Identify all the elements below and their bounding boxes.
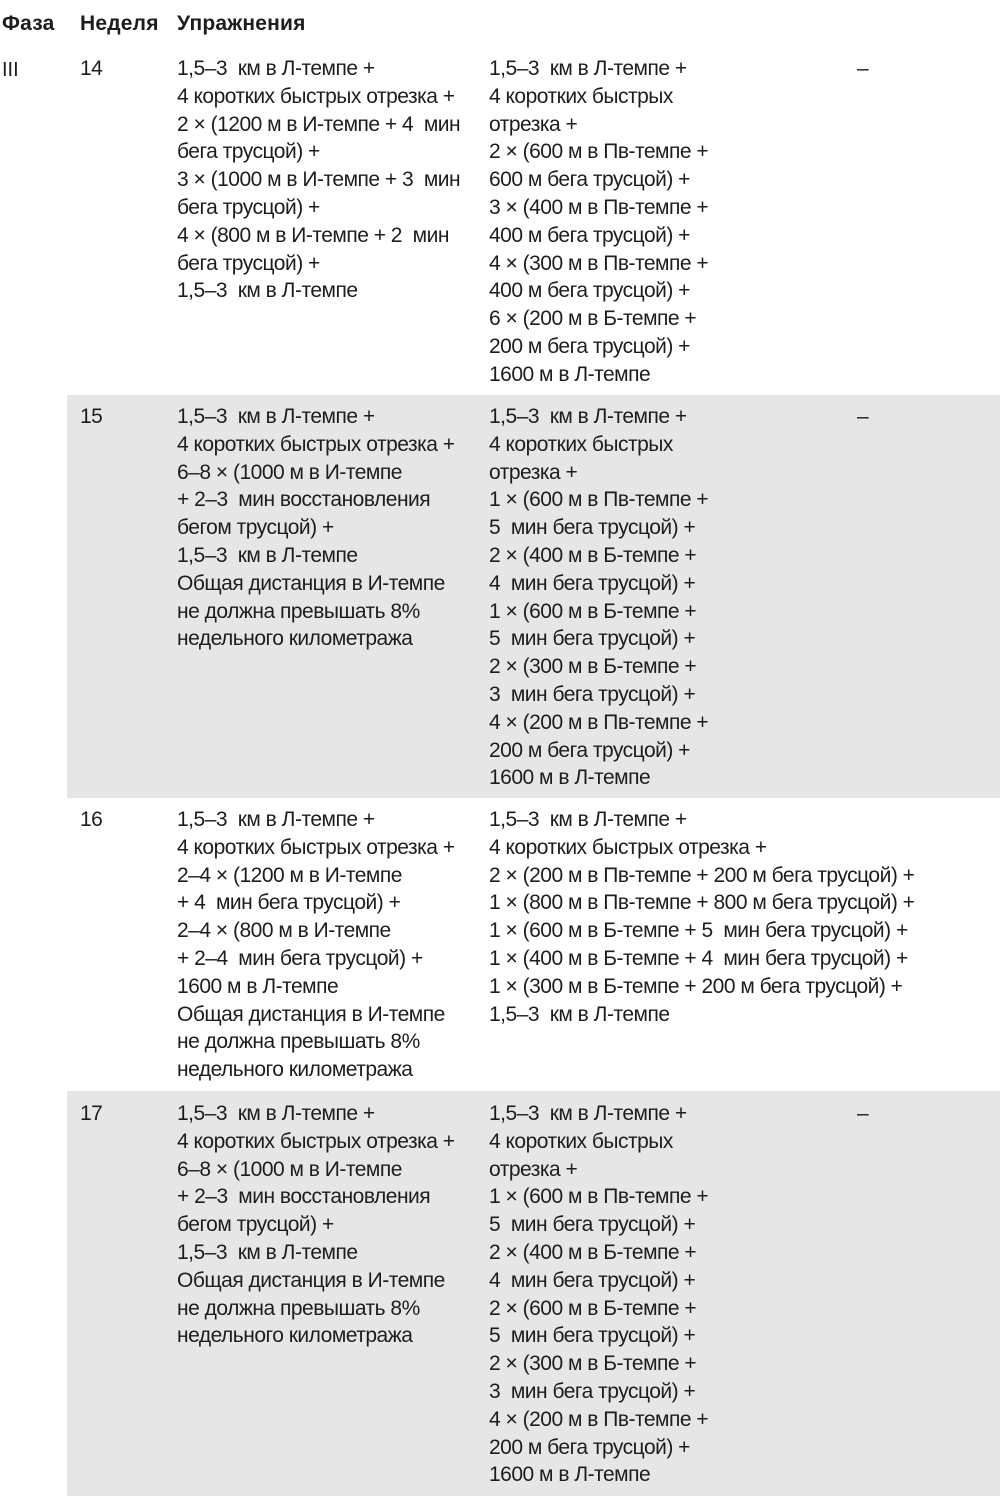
exercise-line: 4 коротких быстрых отрезка +	[177, 432, 455, 456]
exercise-line: 2 × (600 м в Пв-темпе +	[489, 140, 709, 164]
exercise-line: 1,5–3 км в Л-темпе	[177, 1240, 358, 1264]
exercise-line: 1600 м в Л-темпе	[489, 766, 651, 790]
exercise-line: 4 коротких быстрых	[489, 432, 673, 456]
exercise-line: 4 × (300 м в Пв-темпе +	[489, 251, 709, 275]
exercise-line: 2 × (300 м в Б-темпе +	[489, 1352, 697, 1376]
exercise-line: 2 × (300 м в Б-темпе +	[489, 655, 697, 679]
exercise-line: 1,5–3 км в Л-темпе +	[489, 808, 687, 831]
week-number: 15	[80, 405, 103, 428]
exercise-line: 1600 м в Л-темпе	[177, 974, 339, 998]
exercise-line: 2 × (600 м в Б-темпе +	[489, 1296, 697, 1320]
exercise-line: 200 м бега трусцой) +	[489, 334, 690, 358]
exercise-line: отрезка +	[489, 460, 578, 484]
exercise-line: Общая дистанция в И-темпе	[177, 571, 445, 595]
exercise-line: 4 × (800 м в И-темпе + 2 мин	[177, 223, 449, 247]
exercise-line: 1,5–3 км в Л-темпе	[177, 543, 358, 567]
exercise-line: недельного километража	[177, 1324, 413, 1348]
exercise-line: 4 коротких быстрых	[489, 1129, 673, 1153]
exercise-line: 1,5–3 км в Л-темпе +	[177, 808, 375, 831]
exercise-line: 1 × (800 м в Пв-темпе + 800 м бега трусцой) +	[489, 891, 915, 915]
exercise-line: + 2–3 мин восстановления	[177, 488, 431, 512]
exercise-col1	[177, 55, 460, 305]
exercise-line: отрезка +	[489, 1157, 578, 1181]
exercise-line: 3 мин бега трусцой) +	[489, 682, 696, 706]
exercise-line: 4 коротких быстрых отрезка +	[177, 1129, 455, 1153]
header-phase: Фаза	[2, 12, 55, 35]
week-number: 14	[80, 57, 103, 80]
exercise-line: 1,5–3 км в Л-темпе +	[489, 405, 687, 428]
exercise-line: 2 × (400 м в Б-темпе +	[489, 1240, 697, 1264]
header-exercises: Упражнения	[177, 12, 306, 35]
exercise-line: 4 мин бега трусцой) +	[489, 571, 696, 595]
exercise-line: 5 мин бега трусцой) +	[489, 516, 696, 540]
table-row	[67, 1091, 1000, 1496]
exercise-line: не должна превышать 8%	[177, 1296, 420, 1320]
exercise-line: 6–8 × (1000 м в И-темпе	[177, 460, 402, 484]
exercise-col2	[489, 55, 708, 389]
exercise-line: 1,5–3 км в Л-темпе +	[489, 57, 687, 80]
exercise-line: 4 коротких быстрых отрезка +	[489, 835, 767, 859]
exercise-line: 400 м бега трусцой) +	[489, 279, 690, 303]
exercise-line: 3 мин бега трусцой) +	[489, 1379, 696, 1403]
exercise-line: 200 м бега трусцой) +	[489, 738, 690, 762]
exercise-line: бега трусцой) +	[177, 195, 320, 219]
exercise-line: 200 м бега трусцой) +	[489, 1435, 690, 1459]
exercise-line: 1 × (600 м в Б-темпе +	[489, 599, 697, 623]
exercise-col1	[177, 1100, 455, 1350]
exercise-line: 1600 м в Л-темпе	[489, 362, 651, 386]
exercise-line: + 2–3 мин восстановления	[177, 1185, 431, 1209]
exercise-line: 1,5–3 км в Л-темпе +	[177, 405, 375, 428]
exercise-line: 2 × (200 м в Пв-темпе + 200 м бега трусцой) +	[489, 863, 915, 887]
exercise-line: бегом трусцой) +	[177, 516, 334, 540]
exercise-col3: –	[857, 405, 869, 428]
exercise-line: Общая дистанция в И-темпе	[177, 1268, 445, 1292]
phase-label: III	[2, 59, 19, 81]
exercise-line: 1 × (300 м в Б-темпе + 200 м бега трусцой) +	[489, 974, 903, 998]
exercise-line: 1 × (400 м в Б-темпе + 4 мин бега трусцой) +	[489, 946, 908, 970]
exercise-line: 5 мин бега трусцой) +	[489, 627, 696, 651]
exercise-line: 6–8 × (1000 м в И-темпе	[177, 1157, 402, 1181]
exercise-col3: –	[857, 57, 869, 80]
exercise-line: 3 × (1000 м в И-темпе + 3 мин	[177, 168, 461, 192]
exercise-line: бега трусцой) +	[177, 140, 320, 164]
exercise-line: 5 мин бега трусцой) +	[489, 1324, 696, 1348]
table-row	[67, 798, 1000, 1091]
exercise-line: 5 мин бега трусцой) +	[489, 1213, 696, 1237]
exercise-line: Общая дистанция в И-темпе	[177, 1002, 445, 1026]
exercise-line: 6 × (200 м в Б-темпе +	[489, 307, 697, 331]
exercise-line: 2–4 × (800 м в И-темпе	[177, 919, 391, 943]
exercise-line: 4 коротких быстрых отрезка +	[177, 84, 455, 108]
exercise-col3: –	[857, 1102, 869, 1125]
exercise-line: недельного километража	[177, 627, 413, 651]
table-row	[67, 395, 1000, 798]
exercise-line: бегом трусцой) +	[177, 1213, 334, 1237]
exercise-line: отрезка +	[489, 112, 578, 136]
week-number: 17	[80, 1102, 103, 1125]
exercise-line: 2 × (400 м в Б-темпе +	[489, 543, 697, 567]
table-row	[67, 50, 1000, 395]
exercise-line: 3 × (400 м в Пв-темпе +	[489, 195, 709, 219]
exercise-line: 400 м бега трусцой) +	[489, 223, 690, 247]
week-number: 16	[80, 808, 103, 831]
exercise-line: недельного километража	[177, 1058, 413, 1082]
exercise-col1	[177, 806, 455, 1084]
exercise-line: + 4 мин бега трусцой) +	[177, 891, 401, 915]
exercise-col2	[489, 403, 708, 792]
exercise-line: 1600 м в Л-темпе	[489, 1463, 651, 1487]
exercise-line: 1,5–3 км в Л-темпе	[177, 279, 358, 303]
exercise-line: бега трусцой) +	[177, 251, 320, 275]
exercise-line: 4 × (200 м в Пв-темпе +	[489, 1407, 709, 1431]
exercise-line: 4 коротких быстрых отрезка +	[177, 835, 455, 859]
exercise-col2	[489, 1100, 708, 1489]
header-week: Неделя	[80, 12, 159, 35]
exercise-line: 600 м бега трусцой) +	[489, 168, 690, 192]
exercise-line: 1,5–3 км в Л-темпе +	[177, 57, 375, 80]
exercise-line: 1 × (600 м в Пв-темпе +	[489, 1185, 709, 1209]
exercise-line: + 2–4 мин бега трусцой) +	[177, 946, 423, 970]
exercise-line: не должна превышать 8%	[177, 1030, 420, 1054]
exercise-line: 4 коротких быстрых	[489, 84, 673, 108]
exercise-line: 1 × (600 м в Пв-темпе +	[489, 488, 709, 512]
exercise-line: 1,5–3 км в Л-темпе +	[489, 1102, 687, 1125]
exercise-line: 2–4 × (1200 м в И-темпе	[177, 863, 402, 887]
exercise-col2	[489, 806, 914, 1028]
exercise-line: 2 × (1200 м в И-темпе + 4 мин	[177, 112, 461, 136]
exercise-line: 1 × (600 м в Б-темпе + 5 мин бега трусцой) +	[489, 919, 908, 943]
exercise-col1	[177, 403, 455, 653]
exercise-line: 4 мин бега трусцой) +	[489, 1268, 696, 1292]
exercise-line: не должна превышать 8%	[177, 599, 420, 623]
exercise-line: 1,5–3 км в Л-темпе +	[177, 1102, 375, 1125]
exercise-line: 1,5–3 км в Л-темпе	[489, 1002, 670, 1026]
exercise-line: 4 × (200 м в Пв-темпе +	[489, 710, 709, 734]
